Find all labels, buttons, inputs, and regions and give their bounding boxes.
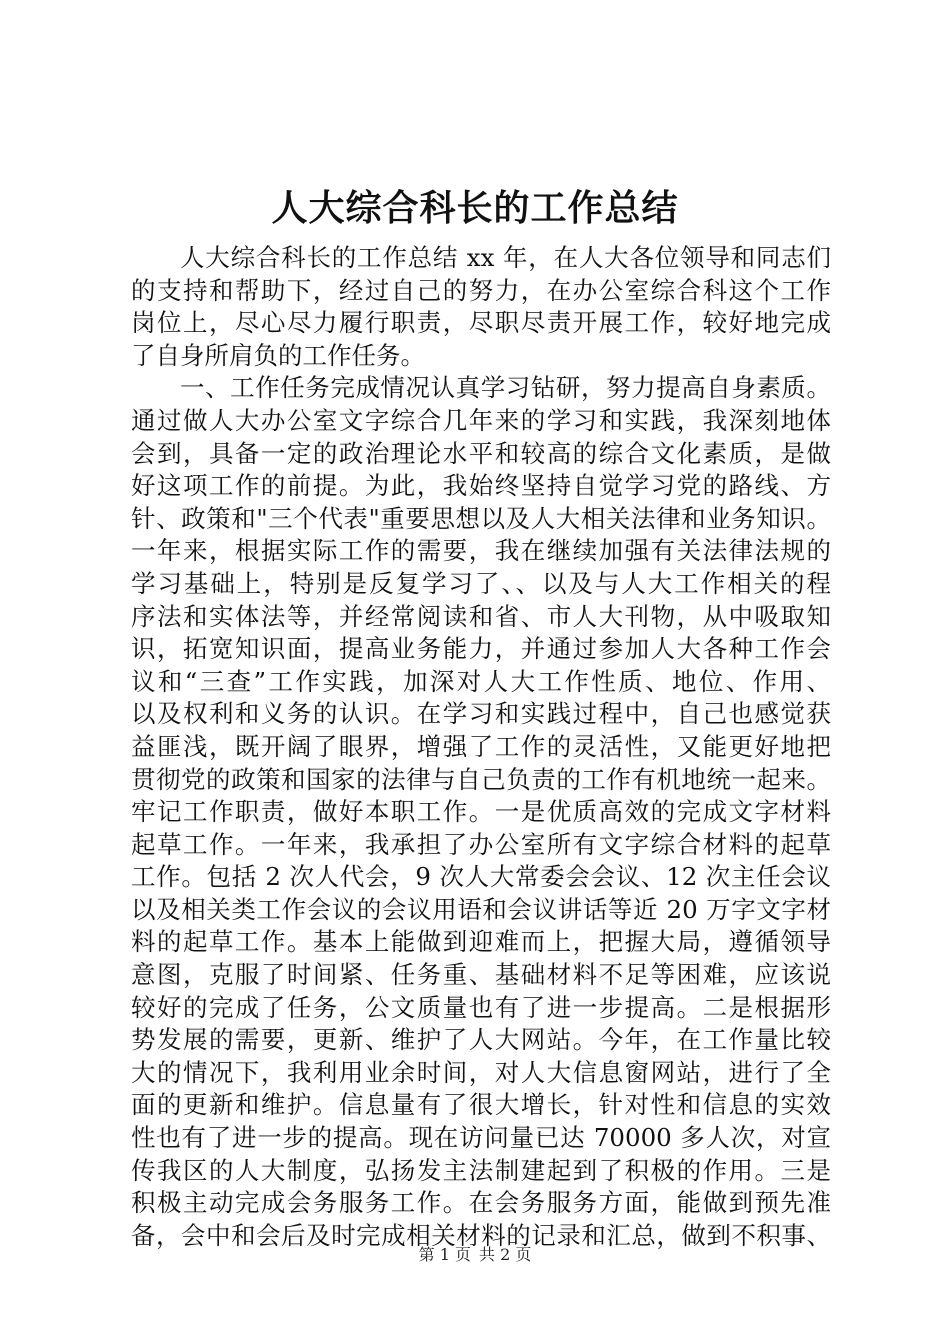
body-line: 料的起草工作。基本上能做到迎难而上，把握大局，遵循领导 <box>131 927 831 957</box>
body-line: 面的更新和维护。信息量有了很大增长，针对性和信息的实效 <box>131 1090 831 1120</box>
body-line: 意图，克服了时间紧、任务重、基础材料不足等困难，应该说 <box>131 960 831 990</box>
body-line: 识，拓宽知识面，提高业务能力，并通过参加人大各种工作会 <box>131 634 831 664</box>
page-total: 共 2 页 <box>479 1245 532 1264</box>
body-line: 学习基础上，特别是反复学习了、、以及与人大工作相关的程 <box>131 568 831 598</box>
body-line: 备，会中和会后及时完成相关材料的记录和汇总，做到不积事、 <box>131 1220 831 1250</box>
body-line: 大的情况下，我利用业余时间，对人大信息窗网站，进行了全 <box>131 1057 831 1087</box>
body-line: 通过做人大办公室文字综合几年来的学习和实践，我深刻地体 <box>131 405 831 435</box>
body-line: 岗位上，尽心尽力履行职责，尽职尽责开展工作，较好地完成 <box>131 308 831 338</box>
body-line: 以及权利和义务的认识。在学习和实践过程中，自己也感觉获 <box>131 699 831 729</box>
body-line: 会到，具备一定的政治理论水平和较高的综合文化素质，是做 <box>131 438 831 468</box>
body-line: 序法和实体法等，并经常阅读和省、市人大刊物，从中吸取知 <box>131 601 831 631</box>
body-line: 性也有了进一步的提高。现在访问量已达 70000 多人次，对宣 <box>131 1123 831 1153</box>
body-line: 积极主动完成会务服务工作。在会务服务方面，能做到预先准 <box>131 1188 831 1218</box>
body-line: 针、政策和"三个代表"重要思想以及人大相关法律和业务知识。 <box>131 503 831 533</box>
body-line: 以及相关类工作会议的会议用语和会议讲话等近 20 万字文字材 <box>131 894 831 924</box>
body-line: 人大综合科长的工作总结 xx 年，在人大各位领导和同志们 <box>180 243 831 272</box>
body-line: 贯彻党的政策和国家的法律与自己负责的工作有机地统一起来。 <box>131 764 831 794</box>
document-body <box>131 242 831 1252</box>
body-line: 一、工作任务完成情况认真学习钻研，努力提高自身素质。 <box>180 373 831 403</box>
body-line: 势发展的需要，更新、维护了人大网站。今年，在工作量比较 <box>131 1025 831 1055</box>
page-footer <box>0 1243 950 1267</box>
body-line: 工作。包括 2 次人代会，9 次人大常委会会议、12 次主任会议 <box>131 862 831 892</box>
body-line: 了自身所肩负的工作任务。 <box>131 340 425 370</box>
body-line: 的支持和帮助下，经过自己的努力，在办公室综合科这个工作 <box>131 275 831 305</box>
body-line: 益匪浅，既开阔了眼界，增强了工作的灵活性，又能更好地把 <box>131 731 831 761</box>
body-line: 好这项工作的前提。为此，我始终坚持自觉学习党的路线、方 <box>131 471 831 501</box>
body-line: 传我区的人大制度，弘扬发主法制建起到了积极的作用。三是 <box>131 1155 831 1185</box>
body-line: 一年来，根据实际工作的需要，我在继续加强有关法律法规的 <box>131 536 831 566</box>
body-line: 牢记工作职责，做好本职工作。一是优质高效的完成文字材料 <box>131 797 831 827</box>
body-line: 议和“三查”工作实践，加深对人大工作性质、地位、作用、 <box>131 666 831 696</box>
body-line: 起草工作。一年来，我承担了办公室所有文字综合材料的起草 <box>131 829 831 859</box>
page-number: 第 1 页 <box>418 1245 471 1264</box>
document-title: 人大综合科长的工作总结 <box>271 187 679 229</box>
body-line: 较好的完成了任务，公文质量也有了进一步提高。二是根据形 <box>131 992 831 1022</box>
